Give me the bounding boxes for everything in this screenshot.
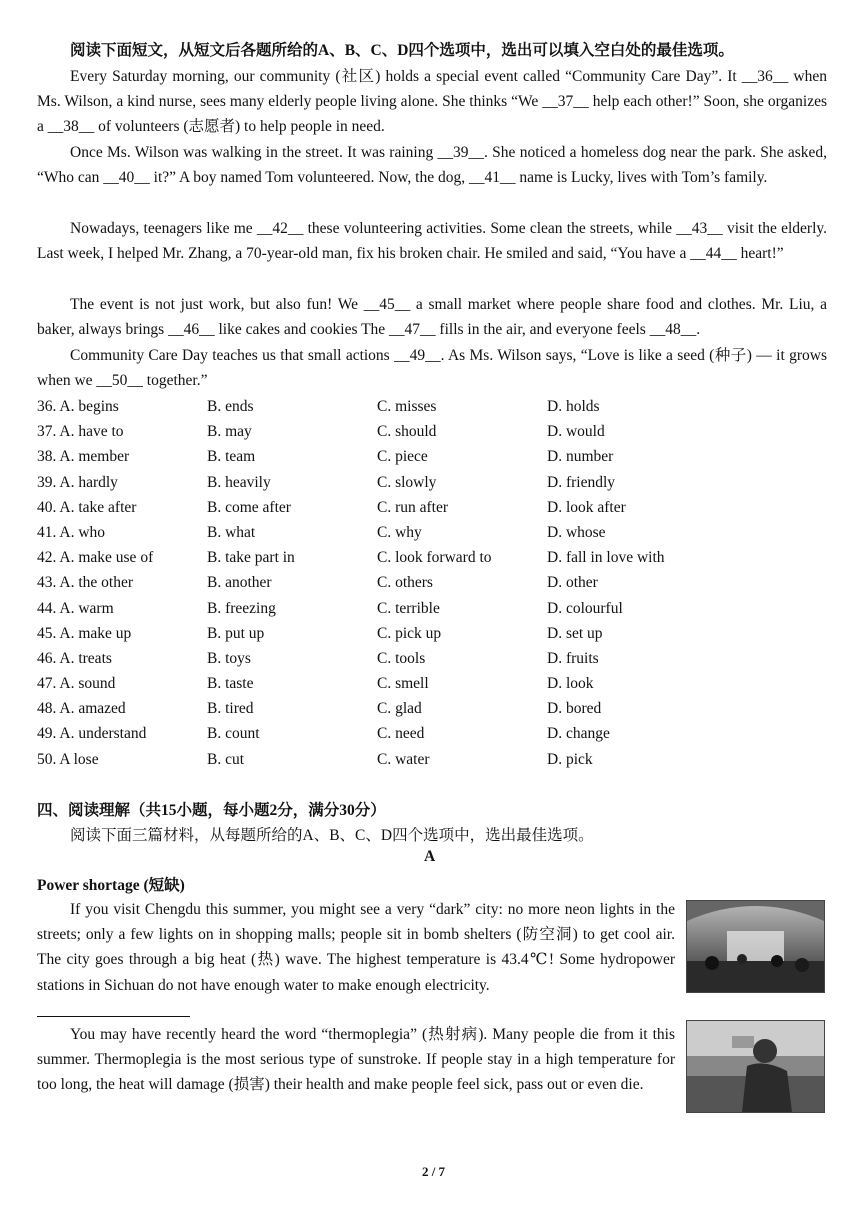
option-choice: D. whose: [547, 523, 606, 541]
option-choice: 38. A. member: [37, 448, 130, 466]
option-row: [37, 520, 797, 545]
option-row: [37, 646, 797, 671]
option-choice: 37. A. have to: [37, 423, 124, 441]
heat-worker-photo: [686, 1020, 825, 1113]
option-row: [37, 470, 797, 495]
option-choice: C. smell: [377, 675, 429, 693]
option-choice: B. come after: [207, 498, 291, 516]
option-choice: 39. A. hardly: [37, 473, 118, 491]
option-choice: C. misses: [377, 398, 437, 415]
option-choice: 48. A. amazed: [37, 700, 126, 718]
option-choice: C. look forward to: [377, 549, 492, 567]
option-choice: 44. A. warm: [37, 599, 114, 617]
option-choice: 41. A. who: [37, 523, 106, 541]
option-row: [37, 696, 797, 721]
option-choice: C. pick up: [377, 624, 442, 642]
passage-paragraph: You may have recently heard the word “thermoplegia” (热射病). Many people die from it this summer. Thermoplegia is the most serious type of sunstroke. If people stay in a high temperature for too long, the heat will damage (损害) their health and make people feel sick, pass out or even die.: [37, 1026, 675, 1094]
option-choice: B. heavily: [207, 473, 271, 491]
option-choice: C. why: [377, 523, 422, 541]
option-row: [37, 671, 797, 696]
option-choice: C. others: [377, 574, 433, 592]
cloze-options-table: [37, 394, 797, 772]
option-choice: 49. A. understand: [37, 725, 147, 743]
option-choice: D. bored: [547, 700, 602, 718]
option-choice: C. slowly: [377, 473, 437, 491]
option-choice: D. fall in love with: [547, 549, 665, 567]
reading-instruction: 阅读下面三篇材料，从每题所给的A、B、C、D四个选项中，选出最佳选项。: [70, 827, 594, 844]
option-choice: B. ends: [207, 398, 254, 415]
option-choice: B. cut: [207, 750, 245, 768]
option-choice: D. fruits: [547, 649, 599, 667]
passage-title: Power shortage (短缺): [37, 877, 185, 894]
option-choice: C. run after: [377, 498, 449, 516]
option-choice: B. toys: [207, 649, 251, 667]
option-choice: B. team: [207, 448, 256, 466]
option-row: [37, 621, 797, 646]
option-choice: D. pick: [547, 750, 593, 768]
option-choice: D. colourful: [547, 599, 623, 617]
option-choice: B. put up: [207, 624, 265, 642]
option-row: [37, 444, 797, 469]
option-choice: 43. A. the other: [37, 574, 133, 592]
option-choice: C. terrible: [377, 599, 440, 617]
option-choice: D. friendly: [547, 473, 616, 491]
option-choice: 50. A lose: [37, 750, 99, 768]
option-row: [37, 419, 797, 444]
page-number: 2 / 7: [421, 1164, 446, 1179]
option-choice: 40. A. take after: [37, 498, 137, 516]
option-choice: D. look: [547, 675, 594, 693]
divider: [37, 1016, 190, 1017]
option-choice: D. holds: [547, 398, 600, 415]
option-choice: B. take part in: [207, 549, 295, 567]
option-choice: C. should: [377, 423, 437, 441]
option-choice: B. freezing: [207, 599, 276, 617]
section-title: 四、阅读理解（共15小题，每小题2分，满分30分）: [37, 802, 386, 819]
cloze-paragraph: Community Care Day teaches us that small actions __49__. As Ms. Wilson says, “Love is like a seed (种子) — it grows when we __50__ together.”: [37, 347, 827, 390]
option-choice: B. another: [207, 574, 272, 592]
cloze-paragraph: Once Ms. Wilson was walking in the street. It was raining __39__. She noticed a homeless dog near the park. She asked, “Who can __40__ it?” A boy named Tom volunteered. Now, the dog, __41__ name is Lucky, lives with Tom’s family.: [37, 144, 827, 187]
option-row: [37, 570, 797, 595]
option-choice: B. what: [207, 523, 256, 541]
part-label: A: [424, 848, 436, 865]
cloze-paragraph: The event is not just work, but also fun! We __45__ a small market where people share food and clothes. Mr. Liu, a baker, always brings __46__ like cakes and cookies The __47__ fills in the air, and everyone feels __48__.: [37, 296, 827, 339]
option-row: [37, 596, 797, 621]
option-row: [37, 721, 797, 746]
option-choice: 36. A. begins: [37, 398, 119, 415]
option-choice: D. change: [547, 725, 610, 743]
option-choice: D. look after: [547, 498, 626, 516]
option-row: [37, 495, 797, 520]
passage-paragraph: If you visit Chengdu this summer, you might see a very “dark” city: no more neon lights in the streets; only a few lights on in shopping malls; people sit in bomb shelters (防空洞) to get cool air. The city goes through a big heat (热) wave. The highest temperature is 43.4℃! Some hydropower stations in Sichuan do not have enough water to make enough electricity.: [37, 901, 675, 994]
option-choice: D. number: [547, 448, 614, 466]
option-choice: 45. A. make up: [37, 624, 132, 642]
option-choice: D. would: [547, 423, 605, 441]
cloze-paragraph: Nowadays, teenagers like me __42__ these volunteering activities. Some clean the streets, while __43__ visit the elderly. Last week, I helped Mr. Zhang, a 70-year-old man, fix his broken chair. He smiled and said, “You have a __44__ heart!”: [37, 220, 827, 263]
option-choice: C. water: [377, 750, 430, 768]
option-choice: C. piece: [377, 448, 428, 466]
option-choice: B. count: [207, 725, 260, 743]
option-choice: 42. A. make use of: [37, 549, 154, 567]
option-choice: 47. A. sound: [37, 675, 116, 693]
option-choice: C. glad: [377, 700, 422, 718]
option-choice: B. tired: [207, 700, 254, 718]
option-choice: 46. A. treats: [37, 649, 112, 667]
option-choice: C. tools: [377, 649, 426, 667]
option-choice: D. other: [547, 574, 598, 592]
option-row: [37, 545, 797, 570]
option-choice: D. set up: [547, 624, 603, 642]
cloze-instruction: 阅读下面短文，从短文后各题所给的A、B、C、D四个选项中，选出可以填入空白处的最佳选项。: [70, 42, 734, 59]
bomb-shelter-photo: [686, 900, 825, 993]
option-row: [37, 394, 797, 419]
option-row: [37, 747, 797, 772]
cloze-paragraph: Every Saturday morning, our community (社区) holds a special event called “Community Care Day”. It __36__ when Ms. Wilson, a kind nurse, sees many elderly people living alone. She thinks “We __37__ help each other!” Soon, she organizes a __38__ of volunteers (志愿者) to help people in need.: [37, 68, 827, 136]
option-choice: B. taste: [207, 675, 254, 693]
option-choice: C. need: [377, 725, 425, 743]
option-choice: B. may: [207, 423, 252, 441]
